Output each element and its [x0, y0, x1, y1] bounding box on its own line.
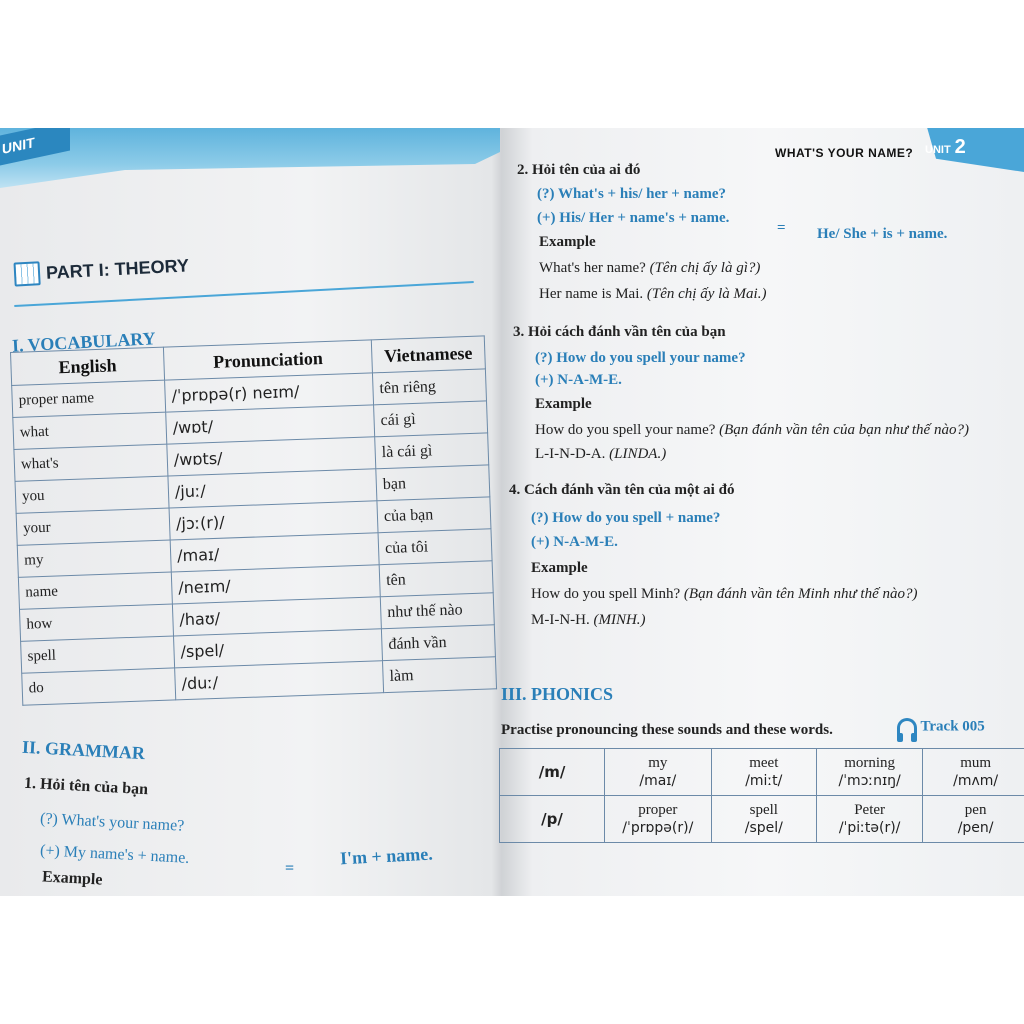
phonics-word: proper — [638, 801, 678, 818]
unit-number: 2 — [954, 136, 966, 158]
section-4-example-1-en: How do you spell Minh? — [531, 586, 681, 602]
phonics-ipa: /mʌm/ — [953, 772, 999, 789]
vocabulary-heading: I. VOCABULARY — [11, 328, 157, 356]
vocab-vietnamese-cell: cái gì — [374, 401, 488, 437]
phonics-word-cell — [923, 749, 1024, 796]
section-2-equivalent: He/ She + is + name. — [817, 226, 948, 242]
grammar-question: (?) What's your name? — [39, 810, 185, 835]
left-page — [0, 128, 500, 896]
vocab-pronunciation-cell: /neɪm/ — [171, 565, 380, 604]
vocab-english-cell: spell — [21, 636, 175, 673]
vocab-english-cell: you — [15, 476, 169, 513]
phonics-word: mum — [960, 754, 992, 771]
section-4-example-2-en: M-I-N-H. — [531, 612, 590, 628]
phonics-ipa: /ˈmɔːnɪŋ/ — [838, 772, 901, 789]
grammar-heading: II. GRAMMAR — [21, 736, 146, 764]
phonics-word: meet — [749, 754, 779, 771]
phonics-word: morning — [844, 754, 896, 771]
section-4-example-1 — [531, 586, 917, 603]
section-4-example-2-vi: (MINH.) — [593, 612, 646, 628]
phonics-sound-cell: /m/ — [500, 749, 605, 796]
right-page — [501, 128, 1024, 896]
section-3-title: 3. Hỏi cách đánh vần tên của bạn — [513, 324, 726, 340]
vocab-vietnamese-cell: bạn — [376, 465, 490, 501]
col-vietnamese: Vietnamese — [371, 336, 485, 373]
vocab-pronunciation-cell: /maɪ/ — [170, 533, 379, 572]
phonics-word-cell — [711, 749, 816, 796]
unit-tab: UNIT — [0, 128, 70, 165]
vocab-english-cell: name — [18, 572, 172, 609]
section-3-example-1-vi: (Bạn đánh vần tên của bạn như thế nào?) — [719, 422, 969, 438]
phonics-row — [500, 749, 1024, 796]
section-4-answer: (+) N-A-M-E. — [531, 534, 618, 550]
grammar-example-label: Example — [41, 868, 103, 889]
section-3-question: (?) How do you spell your name? — [535, 350, 746, 366]
section-4-example-2 — [531, 612, 646, 629]
vocab-vietnamese-cell: tên riêng — [372, 369, 486, 405]
vocab-vietnamese-cell: như thế nào — [380, 593, 494, 629]
phonics-track — [897, 718, 985, 736]
phonics-word-cell — [605, 796, 712, 843]
vocab-english-cell: your — [16, 508, 170, 545]
vocab-vietnamese-cell: đánh vần — [381, 625, 495, 661]
phonics-word: spell — [749, 801, 778, 818]
vocabulary-table-wrap — [10, 335, 507, 706]
vocab-pronunciation-cell: /juː/ — [168, 469, 377, 508]
phonics-word-cell — [923, 796, 1024, 843]
section-3-example-1 — [535, 422, 969, 439]
book-icon — [13, 261, 40, 286]
section-2-example-2-en: Her name is Mai. — [539, 286, 644, 302]
vocab-english-cell: how — [19, 604, 173, 641]
phonics-ipa: /maɪ/ — [639, 772, 677, 789]
headphones-icon — [897, 718, 917, 736]
vocab-vietnamese-cell: tên — [379, 561, 493, 597]
section-2-title: 2. Hỏi tên của ai đó — [517, 162, 641, 178]
phonics-heading: III. PHONICS — [501, 684, 614, 704]
vocab-vietnamese-cell: của tôi — [378, 529, 492, 565]
section-2-example-1-en: What's her name? — [539, 260, 646, 276]
phonics-word: Peter — [854, 801, 886, 818]
section-2-example-2 — [539, 286, 766, 303]
section-4-question: (?) How do you spell + name? — [531, 510, 721, 526]
section-2-answer: (+) His/ Her + name's + name. — [537, 210, 730, 226]
section-2-question: (?) What's + his/ her + name? — [537, 186, 727, 202]
section-3-example-label: Example — [535, 396, 592, 412]
phonics-word: my — [648, 754, 668, 771]
grammar-equivalent: I'm + name. — [339, 843, 434, 869]
section-2-example-2-vi: (Tên chị ấy là Mai.) — [646, 286, 767, 302]
phonics-table-wrap — [499, 748, 1024, 843]
left-header-band — [0, 128, 500, 188]
open-book — [0, 128, 1024, 896]
vocabulary-table — [10, 335, 497, 705]
vocab-pronunciation-cell: /wɒts/ — [167, 437, 376, 476]
section-3-example-2-en: L-I-N-D-A. — [535, 446, 606, 462]
vocab-pronunciation-cell: /duː/ — [175, 661, 384, 700]
phonics-sound-cell: /p/ — [500, 796, 605, 843]
track-label: Track 005 — [920, 718, 985, 735]
section-2-equals: = — [777, 220, 786, 236]
vocab-english-cell: my — [17, 540, 171, 577]
phonics-word-cell — [605, 749, 712, 796]
phonics-word-cell — [817, 749, 923, 796]
vocab-pronunciation-cell: /ˈprɒpə(r) neɪm/ — [165, 373, 374, 412]
vocab-pronunciation-cell: /wɒt/ — [166, 405, 375, 444]
col-pronunciation: Pronunciation — [163, 340, 372, 380]
phonics-word-cell — [711, 796, 816, 843]
vocab-vietnamese-cell: làm — [382, 657, 496, 693]
part-title — [13, 253, 189, 286]
vocab-vietnamese-cell: là cái gì — [375, 433, 489, 469]
section-3-example-2-vi: (LINDA.) — [609, 446, 667, 462]
phonics-ipa: /miːt/ — [745, 772, 783, 789]
phonics-ipa: /pen/ — [957, 819, 994, 836]
section-3-example-1-en: How do you spell your name? — [535, 422, 716, 438]
phonics-word: pen — [964, 801, 987, 818]
section-2-example-label: Example — [539, 234, 596, 250]
vocab-english-cell: what — [13, 412, 167, 449]
phonics-ipa: /ˈprɒpə(r)/ — [622, 819, 694, 836]
vocab-pronunciation-cell: /jɔː(r)/ — [169, 501, 378, 540]
phonics-table — [499, 748, 1024, 843]
vocab-pronunciation-cell: /spel/ — [174, 629, 383, 668]
part-title-rule — [14, 281, 473, 307]
part-title-text: PART I: THEORY — [45, 254, 190, 283]
col-english: English — [11, 347, 165, 385]
section-2-example-1 — [539, 260, 760, 277]
vocab-english-cell: what's — [14, 444, 168, 481]
vocab-vietnamese-cell: của bạn — [377, 497, 491, 533]
unit-badge — [925, 136, 966, 159]
unit-title: WHAT'S YOUR NAME? — [775, 146, 914, 160]
phonics-ipa: /spel/ — [744, 819, 783, 836]
section-2-example-1-vi: (Tên chị ấy là gì?) — [649, 260, 761, 276]
phonics-word-cell — [817, 796, 923, 843]
grammar-answer: (+) My name's + name. — [39, 842, 190, 867]
grammar-item-1-title: 1. Hỏi tên của bạn — [23, 774, 149, 799]
section-3-answer: (+) N-A-M-E. — [535, 372, 622, 388]
vocab-pronunciation-cell: /haʊ/ — [172, 597, 381, 636]
section-4-title: 4. Cách đánh vần tên của một ai đó — [509, 482, 735, 498]
phonics-ipa: /ˈpiːtə(r)/ — [838, 819, 901, 836]
unit-badge-label: UNIT — [925, 144, 951, 156]
section-3-example-2 — [535, 446, 666, 463]
vocab-english-cell: do — [22, 668, 176, 705]
section-4-example-1-vi: (Bạn đánh vần tên Minh như thế nào?) — [683, 586, 918, 602]
grammar-equals: = — [285, 860, 295, 877]
vocab-english-cell: proper name — [12, 380, 166, 417]
phonics-instruction: Practise pronouncing these sounds and these words. — [501, 722, 833, 738]
section-4-example-label: Example — [531, 560, 588, 576]
phonics-row — [500, 796, 1024, 843]
